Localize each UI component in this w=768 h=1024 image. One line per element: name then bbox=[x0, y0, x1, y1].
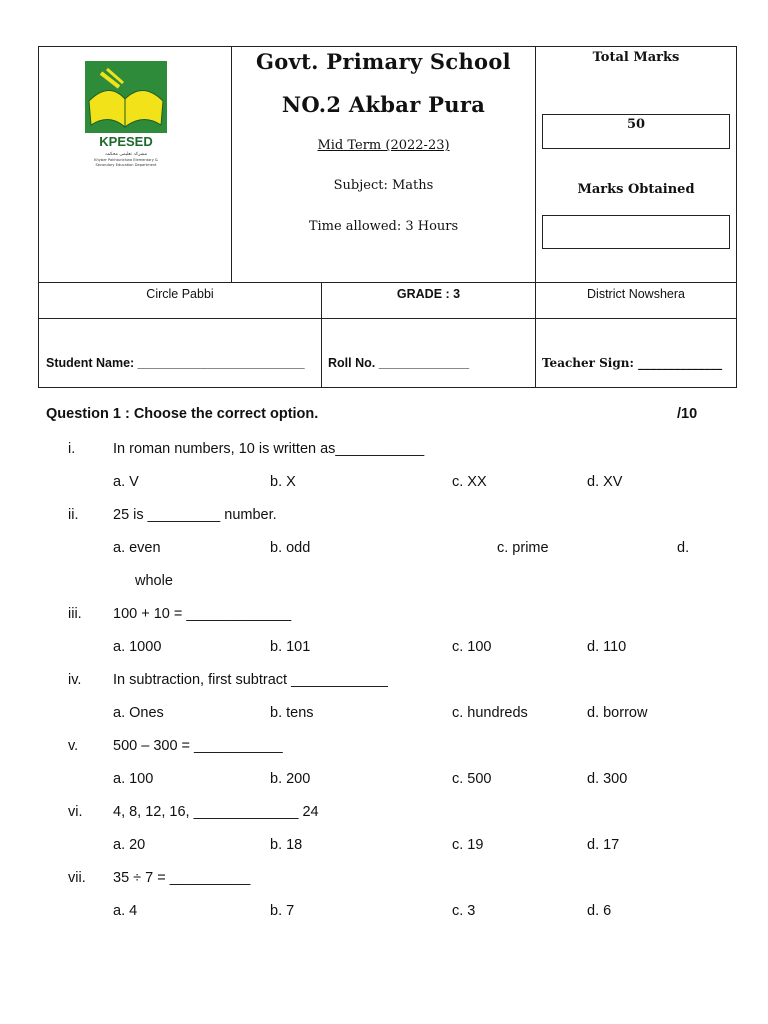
option-b[interactable]: b. 200 bbox=[270, 771, 311, 787]
option-d[interactable]: d. bbox=[677, 540, 690, 556]
option-d[interactable]: d. borrow bbox=[587, 705, 648, 721]
svg-text:Khyber Pakhtunkhwa Elementary: Khyber Pakhtunkhwa Elementary & bbox=[94, 158, 158, 162]
question-number: vii. bbox=[68, 870, 86, 886]
question-text: 35 ÷ 7 = __________ bbox=[113, 870, 251, 886]
option-c[interactable]: c. XX bbox=[452, 474, 487, 490]
time-allowed: Time allowed: 3 Hours bbox=[308, 219, 459, 234]
exam-header-table bbox=[38, 46, 737, 388]
total-marks-value: 50 bbox=[626, 117, 646, 132]
question-number: v. bbox=[68, 738, 79, 754]
option-d-text[interactable]: whole bbox=[135, 573, 173, 589]
option-c[interactable]: c. 3 bbox=[452, 903, 476, 919]
option-a[interactable]: a. 20 bbox=[113, 837, 146, 853]
option-c[interactable]: c. prime bbox=[497, 540, 549, 556]
question-text: In subtraction, first subtract ____________ bbox=[113, 672, 388, 688]
svg-text:Secondary Education Department: Secondary Education Department bbox=[95, 163, 157, 167]
district-name: District Nowshera bbox=[587, 287, 685, 301]
svg-text:مشرکہ تعلیمی محکمہ: مشرکہ تعلیمی محکمہ bbox=[104, 152, 148, 157]
book-logo-icon bbox=[49, 51, 209, 177]
teacher-sign-field[interactable]: Teacher Sign: ______________ bbox=[542, 356, 723, 370]
question-text: 25 is _________ number. bbox=[113, 507, 277, 523]
option-b[interactable]: b. odd bbox=[270, 540, 311, 556]
question-text: 100 + 10 = _____________ bbox=[113, 606, 292, 622]
option-d[interactable]: d. 17 bbox=[587, 837, 620, 853]
school-name: Govt. Primary School bbox=[256, 49, 511, 74]
roll-no-field[interactable]: Roll No. _____________ bbox=[328, 356, 470, 370]
option-a[interactable]: a. 4 bbox=[113, 903, 138, 919]
total-marks-box bbox=[542, 114, 730, 149]
question-marks: /10 bbox=[677, 406, 698, 422]
option-c[interactable]: c. 500 bbox=[452, 771, 492, 787]
exam-term: Mid Term (2022-23) bbox=[317, 138, 450, 153]
student-name-field[interactable]: Student Name: ________________________ bbox=[46, 356, 305, 370]
marks-obtained-label: Marks Obtained bbox=[577, 182, 695, 197]
option-b[interactable]: b. 101 bbox=[270, 639, 311, 655]
question-number: i. bbox=[68, 441, 76, 457]
option-a[interactable]: a. 100 bbox=[113, 771, 154, 787]
option-a[interactable]: a. V bbox=[113, 474, 139, 490]
circle-name: Circle Pabbi bbox=[146, 287, 214, 301]
question-number: vi. bbox=[68, 804, 83, 820]
marks-obtained-box[interactable] bbox=[542, 215, 730, 249]
exam-subject: Subject: Maths bbox=[333, 178, 434, 193]
option-b[interactable]: b. X bbox=[270, 474, 296, 490]
option-d[interactable]: d. XV bbox=[587, 474, 623, 490]
option-d[interactable]: d. 110 bbox=[587, 639, 627, 655]
question-number: iv. bbox=[68, 672, 82, 688]
question-number: ii. bbox=[68, 507, 79, 523]
option-b[interactable]: b. 18 bbox=[270, 837, 303, 853]
option-b[interactable]: b. tens bbox=[270, 705, 314, 721]
option-c[interactable]: c. 100 bbox=[452, 639, 492, 655]
question-number: iii. bbox=[68, 606, 82, 622]
option-d[interactable]: d. 6 bbox=[587, 903, 612, 919]
question-title: Question 1 : Choose the correct option. bbox=[46, 406, 319, 422]
option-d[interactable]: d. 300 bbox=[587, 771, 628, 787]
option-a[interactable]: a. even bbox=[113, 540, 161, 556]
kpesed-logo bbox=[49, 51, 209, 177]
option-b[interactable]: b. 7 bbox=[270, 903, 295, 919]
option-c[interactable]: c. 19 bbox=[452, 837, 484, 853]
svg-text:KPESED: KPESED bbox=[99, 134, 153, 149]
total-marks-label: Total Marks bbox=[592, 50, 680, 65]
option-a[interactable]: a. 1000 bbox=[113, 639, 162, 655]
option-c[interactable]: c. hundreds bbox=[452, 705, 528, 721]
question-text: 4, 8, 12, 16, _____________ 24 bbox=[113, 804, 319, 820]
option-a[interactable]: a. Ones bbox=[113, 705, 164, 721]
grade: GRADE : 3 bbox=[396, 287, 461, 301]
question-text: In roman numbers, 10 is written as___________ bbox=[113, 441, 425, 457]
question-text: 500 – 300 = ___________ bbox=[113, 738, 283, 754]
school-number: NO.2 Akbar Pura bbox=[281, 92, 486, 117]
